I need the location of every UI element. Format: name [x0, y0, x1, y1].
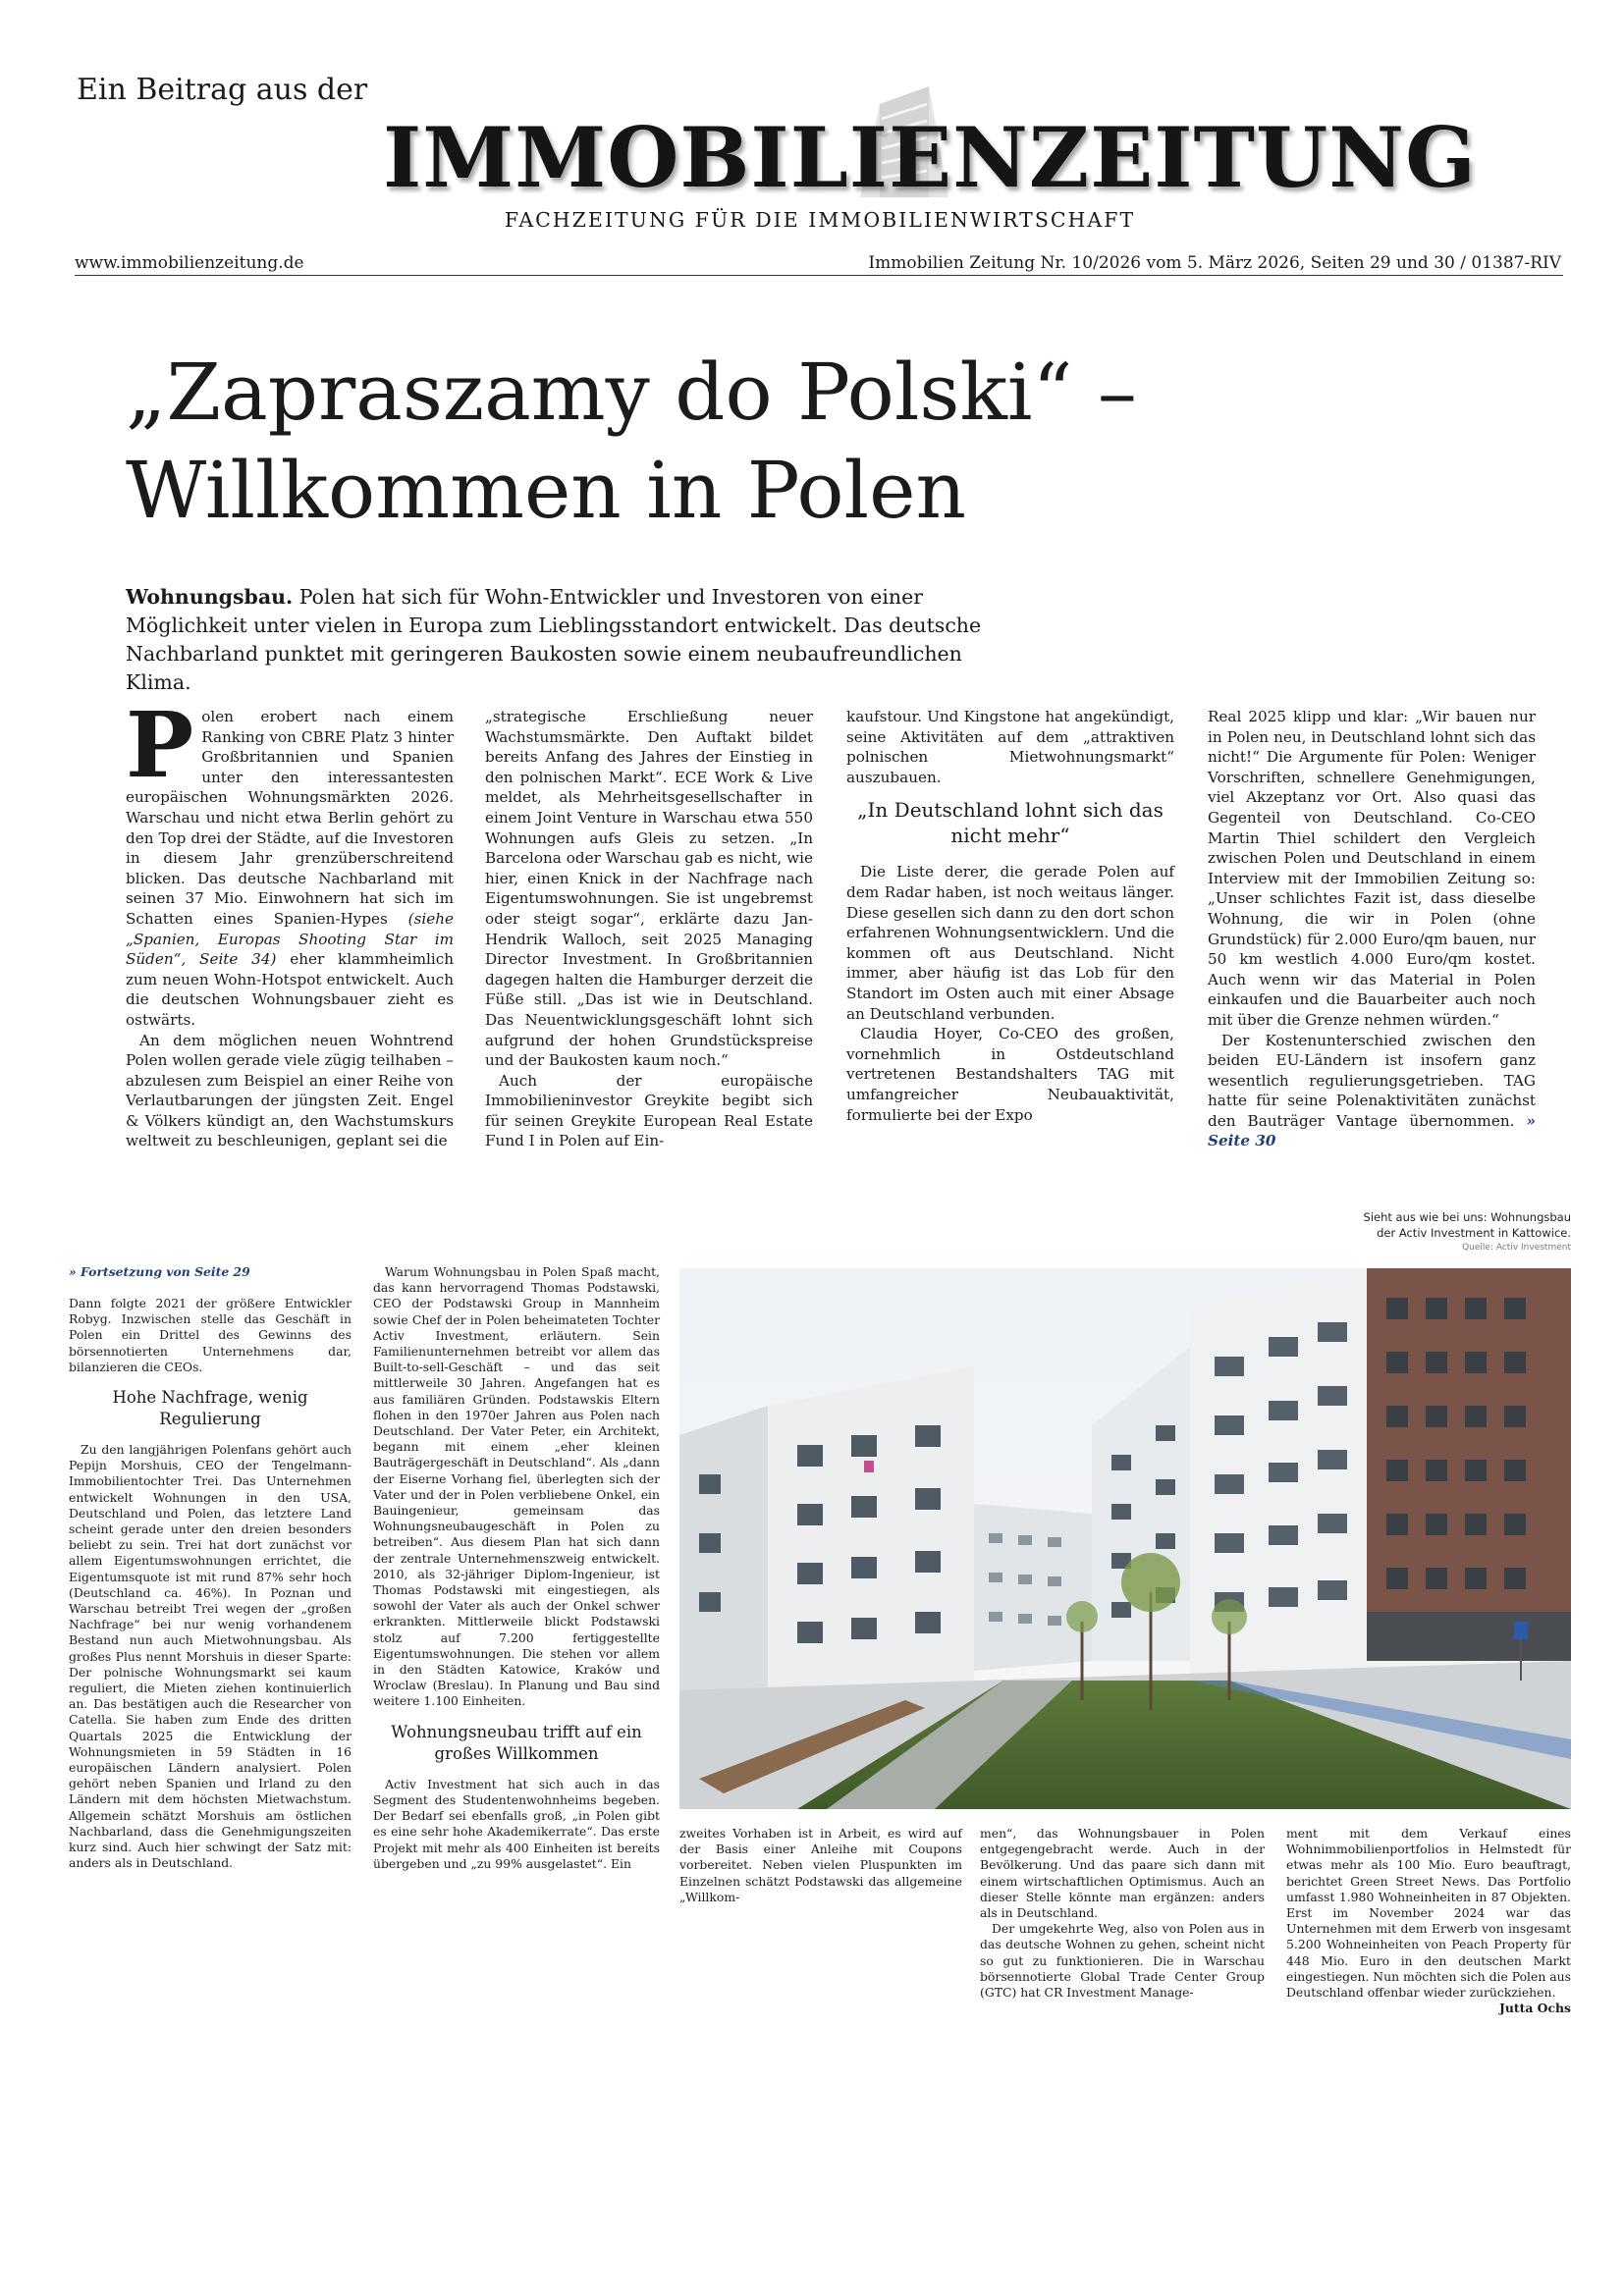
c2-paragraph-1: Warum Wohnungsbau in Polen Spaß macht, das kann hervorragend Thomas Podstawski, CEO der Podstawski Group in Mannheim sowie Chef der in Polen beheimateten Tochter Activ Investment, erläutern. Sein Familienunternehmen betreibt vor allem das Built-to-sell-Geschäft – und das seit mittlerweile 30 Jahren. Angefangen hat es aus familiären Gründen. Podstawskis Eltern flohen in den 1970er Jahren aus Polen nach Deutschland. Der Vater Peter, ein Architekt, begann mit einem „eher kleinen Bauträgergeschäft in Deutschland“. Als „dann der Eiserne Vorhang fiel, überlegten sich der Vater und der in Polen verbliebene Onkel, ein Bauingenieur, gemeinsam das Wohnungsneubaugeschäft in Polen zu betreiben“. Aus diesem Plan hat sich dann der zentrale Unternehmenszweig entwickelt. 2010, als 32-jähriger Diplom-Ingenieur, ist Thomas Podstawski mit eingestiegen, als sowohl der Vater als auch der Onkel schwer erkrankten. Mittlerweile blickt Podstawski stolz auf 7.200 fertiggestellte Eigentumswohnungen. Die stehen vor allem in den Städten Katowice, Kraków und Wroclaw (Breslau). In Planung und Bau sind weitere 1.100 Einheiten. — [373, 1264, 660, 1709]
photo-caption — [1364, 1209, 1571, 1255]
header-divider — [75, 275, 1563, 276]
col4-paragraph-2: Der Kostenunterschied zwischen den beiden EU-Ländern ist insofern ganz wesentlich regulierungsgetrieben. TAG hatte für seine Polenaktivitäten zunächst den Bauträger Vantage übernommen. — [1208, 1031, 1536, 1130]
col1-paragraph-2: An dem möglichen neuen Wohntrend Polen wollen gerade viele zügig teilhaben – abzulesen zum Beispiel an einer Reihe von Verlautbarungen der jüngsten Zeit. Engel & Völkers kündigt an, den Wachstumskurs weltweit zu beschleunigen, geplant sei die — [126, 1031, 454, 1150]
article-column-3 — [846, 707, 1174, 1125]
photo-credit: Quelle: Activ Investment — [1462, 1243, 1571, 1253]
article-column-1 — [126, 692, 455, 1151]
continuation-column-1 — [69, 1296, 352, 1872]
col3-paragraph-3: Claudia Hoyer, Co-CEO des großen, vornehmlich in Ostdeutschland vertretenen Bestandshalters TAG mit umfangreicher Neubauaktivität, formulierte bei der Expo — [846, 1025, 1174, 1124]
c4-paragraph-2: Der umgekehrte Weg, also von Polen aus in das deutsche Wohnen zu gehen, scheint nicht so gut zu funktionieren. Die in Warschau börsennotierte Global Trade Center Group (GTC) hat CR Investment Manage- — [980, 1921, 1265, 2001]
c1-paragraph-1: Dann folgte 2021 der größere Entwickler Robyg. Inzwischen stelle das Geschäft in Polen ein Drittel des Gewinns des börsennotierten Unternehmens dar, bilanzieren die CEOs. — [69, 1296, 352, 1374]
article-column-4 — [1208, 707, 1536, 1151]
c2-paragraph-2: Activ Investment hat sich auch in das Segment des Studentenwohnheims begeben. Der Bedarf sei ebenfalls groß, „in Polen gibt es eine sehr hohe Akademikerrate“. Das erste Projekt mit mehr als 400 Einheiten ist bereits übergeben und „zu 99% ausgelastet“. Ein — [373, 1776, 660, 1871]
col1-paragraph-1: olen erobert nach einem Ranking von CBRE Platz 3 hinter Großbritannien und Spanien unter den interessantesten europäischen Wohnungsmärkten 2026. Warschau und nicht etwa Berlin gehört zu den Top drei der Städte, auf die Investoren in diesem Jahr grenzüberschreitend blicken. Das deutsche Nachbarland mit seinen 37 Mio. Einwohnern hat sich im Schatten eines Spanien-Hypes — [126, 708, 454, 928]
author-name: Jutta Ochs — [1499, 2001, 1571, 2016]
continuation-label: » Fortsetzung von Seite 29 — [69, 1264, 250, 1279]
cross-reference[interactable]: (siehe „Spanien, Europas Shooting Star im Süden“, Seite 34) — [126, 909, 454, 969]
c5-paragraph-1: ment mit dem Verkauf eines Wohnimmobilienportfolios in Helmstedt für etwas mehr als 100 Mio. Euro beauftragt, berichtet Green Street News. Das Portfolio umfasst 1.980 Wohneinheiten in 87 Objekten. Erst im November 2024 war das Unternehmen mit dem Erwerb von insgesamt 5.200 Wohneinheiten von Peach Property für 448 Mio. Euro in den deutschen Markt eingestiegen. Nun möchten sich die Polen aus Deutschland offenbar wieder zurückziehen. — [1286, 1826, 1571, 2001]
c2-subheading: Wohnungsneubau trifft auf ein großes Willkommen — [391, 1722, 642, 1763]
col2-paragraph-2: Auch der europäische Immobilieninvestor Greykite begibt sich für seinen Greykite European Real Estate Fund I in Polen auf Ein- — [485, 1071, 813, 1150]
lead-text: Polen hat sich für Wohn-Entwickler und Investoren von einer Möglichkeit unter vielen in Europa zum Lieblingsstandort entwickelt. Das deutsche Nachbarland punktet mit geringeren Baukosten sowie einem neubaufreundlichen Klima. — [126, 585, 982, 694]
logo-tagline: FACHZEITUNG FÜR DIE IMMOBILIENWIRTSCHAFT — [504, 208, 1136, 232]
continuation-column-3 — [679, 1826, 962, 1905]
caption-line-2: der Activ Investment in Kattowice. — [1377, 1226, 1571, 1240]
caption-line-1: Sieht aus wie bei uns: Wohnungsbau — [1363, 1210, 1571, 1224]
article-title-line1: „Zapraszamy do Polski“ – — [126, 347, 1137, 438]
c1-subheading: Hohe Nachfrage, wenig Regulierung — [112, 1388, 308, 1429]
continuation-column-2 — [373, 1264, 660, 1872]
col3-paragraph-2: Die Liste derer, die gerade Polen auf dem Radar haben, ist noch weitaus länger. Diese gesellen sich dann zu den dort schon erfahrenen Wohnungsentwicklern. Und die kommen oft aus Deutschland. Nicht immer, aber häufig ist das Lob für den Standort im Osten auch mit einer Absage an Deutschland verbunden. — [846, 863, 1174, 1023]
masthead-intro: Ein Beitrag aus der — [77, 73, 368, 107]
continuation-column-5 — [1286, 1826, 1571, 2016]
article-title — [126, 344, 1500, 540]
col1-paragraph-1-end: eher klammheimlich zum neuen Wohn-Hotspot entwickelt. Auch die deutschen Wohnungsbauer zieht es ostwärts. — [126, 950, 455, 1029]
website-url[interactable]: www.immobilienzeitung.de — [75, 253, 304, 273]
col2-paragraph-1: „strategische Erschließung neuer Wachstumsmärkte. Den Auftakt bildet bereits Anfang des Jahres der Einstieg in den polnischen Markt“. ECE Work & Live meldet, als Mehrheitsgesellschafter in einem Joint Venture in Warschau etwa 550 Wohnungen aufs Gleis zu setzen. „In Barcelona oder Warschau gab es nicht, wie hier, einen Knick in der Nachfrage nach Eigentumswohnungen. Sie ist ungebremst oder steigt sogar“, erklärte dazu Jan-Hendrik Walloch, seit 2025 Managing Director Investment. In Großbritannien dagegen halten die Hamburger derzeit die Füße still. „Das ist wie in Deutschland. Das Neuentwicklungsgeschäft lohnt sich aufgrund der hohen Grundstückspreise und der Baukosten kaum noch.“ — [485, 708, 813, 1070]
article-title-line2: Willkommen in Polen — [126, 445, 966, 536]
article-column-2 — [485, 707, 813, 1151]
article-lead — [126, 583, 1029, 697]
col3-subheading: „In Deutschland lohnt sich das nicht mehr“ — [857, 798, 1164, 848]
col4-paragraph-1: Real 2025 klipp und klar: „Wir bauen nur in Polen neu, in Deutschland lohnt sich das nicht!“ Die Argumente für Polen: Weniger Vorschriften, schnellere Genehmigungen, viel Akzeptanz vor Ort. Also quasi das Gegenteil von Deutschland. Co-CEO Martin Thiel schildert den Vergleich zwischen Polen und Deutschland in einem Interview mit der Immobilien Zeitung so: „Unser schlichtes Fazit ist, dass dieselbe Wohnung, die wir in Polen (ohne Grundstück) für 2.000 Euro/qm bauen, nur 50 km westlich 4.000 Euro/qm kostet. Auch wenn wir das Material in Polen einkaufen und die Bauarbeiter auch noch mit über die Grenze nehmen würden.“ — [1208, 708, 1536, 1029]
continuation-column-4 — [980, 1826, 1265, 2001]
issue-info: Immobilien Zeitung Nr. 10/2026 vom 5. März 2026, Seiten 29 und 30 / 01387-RIV — [868, 253, 1561, 273]
article-photo[interactable] — [679, 1268, 1571, 1809]
drop-cap: P — [126, 692, 194, 798]
logo-wordmark: IMMOBILIENZEITUNG — [383, 109, 1477, 206]
continued-on-link[interactable]: » Seite 30 — [1208, 1111, 1537, 1150]
lead-label: Wohnungsbau. — [126, 585, 294, 609]
c4-paragraph-1: men“, das Wohnungsbauer in Polen entgegengebracht werde. Auch in der Bevölkerung. Und das paare sich dann mit einem wirtschaftlichen Optimismus. Auch an dieser Stelle könnte man ergänzen: anders als in Deutschland. — [980, 1826, 1265, 1921]
c1-paragraph-2: Zu den langjährigen Polenfans gehört auch Pepijn Morshuis, CEO der Tengelmann-Immobilientochter Trei. Das Unternehmen entwickelt Wohnungen in den USA, Deutschland und Polen, das letztere Land scheint gerade unter den dreien besonders beliebt zu sein. Trei hat dort zunächst vor allem Eigentumswohnungen errichtet, die Eigentumsquote ist mit rund 87% sehr hoch (Deutschland ca. 46%). In Poznan und Warschau betreibt Trei wegen der „großen Nachfrage“ bei nur wenig vorhandenem Bestand nun auch Mietwohnungsbau. Als großes Plus nennt Morshuis in dieser Sparte: Der polnische Wohnungsmarkt sei kaum reguliert, die Mieten ziehen kontinuierlich an. Das bestätigen auch die Researcher von Catella. Sie haben zum Ende des dritten Quartals 2025 die Entwicklung der Wohnungsmieten in 59 Städten in 16 europäischen Ländern analysiert. Polen gehört neben Spanien und Irland zu den Ländern mit dem höchsten Mietwachstum. Allgemein schätzt Morshuis am östlichen Nachbarland, dass die Genehmigungszeiten kurz sind. Auch hier schwingt der Satz mit: anders als in Deutschland. — [69, 1442, 352, 1871]
col3-paragraph-1: kaufstour. Und Kingstone hat angekündigt, seine Aktivitäten auf dem „attraktiven polnischen Mietwohnungsmarkt“ auszubauen. — [846, 708, 1174, 786]
c3-paragraph-1: zweites Vorhaben ist in Arbeit, es wird auf der Basis einer Anleihe mit Coupons vorbereitet. Neben vielen Pluspunkten im Einzelnen schätzt Podstawski das allgemeine „Willkom- — [679, 1826, 962, 1904]
